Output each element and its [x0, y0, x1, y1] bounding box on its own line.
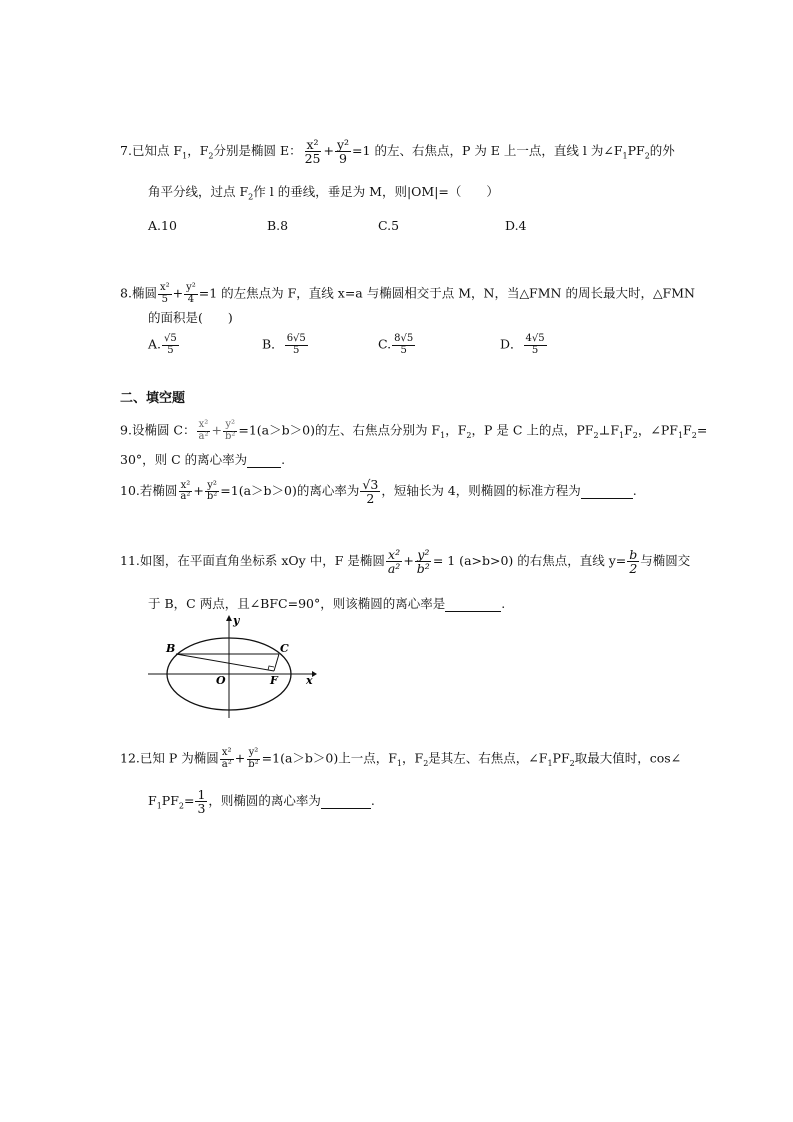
q8-line2: 的面积是( ): [148, 310, 233, 325]
q10-number: 10.: [120, 483, 140, 499]
label-b: B: [166, 642, 176, 655]
q8-number: 8.: [120, 285, 132, 301]
label-y: y: [233, 614, 240, 627]
q12-answer-blank[interactable]: [321, 795, 371, 809]
q7-line2: 角平分线，过点 $F_2$作 l 的垂线，垂足为 M，则|OM|=（ ）: [148, 184, 499, 202]
q11-fraction-y: $\frac{\text{y²}}{\text{b²}}$: [416, 547, 430, 577]
q12-fraction-y: $\frac{\text{y²}}{\text{b²}}$: [248, 747, 259, 770]
q8-option-b-fraction: $\frac{6√5}{5}$: [286, 333, 306, 356]
q8-fraction-y: $\frac{\text{y²}}{4}$: [186, 282, 196, 305]
q11-fraction-x: $\frac{\text{x²}}{\text{a²}}$: [387, 547, 401, 577]
q11-answer-blank[interactable]: [445, 598, 501, 612]
q8-option-d[interactable]: D． $\frac{4√5}{5}$: [500, 333, 545, 356]
right-angle-mark: [268, 666, 274, 670]
x-axis-arrow: [312, 671, 317, 677]
q11-line2: 于 B，C 两点，且∠BFC=90°，则该椭圆的离心率是 .: [148, 596, 506, 611]
label-f: F: [270, 674, 278, 687]
q7-line1: 7.已知点 $F_1$，$F_2$分别是椭圆 E： $\frac{\text{x²}}{25}$ + $\frac{\text{y²}}{9}$ =1 的左、右焦点，P 为 E 上一点，直线 l 为$\angle F_1PF_2$的外: [120, 137, 675, 167]
q7-number: 7.: [120, 143, 132, 159]
q9-fraction-y: $\frac{\text{y²}}{\text{b²}}$: [224, 419, 236, 442]
q8-option-a[interactable]: A. $\frac{√5}{5}$: [148, 333, 177, 356]
q8-option-c-fraction: $\frac{8√5}{5}$: [394, 333, 414, 356]
q12-line1: 12.已知 P 为椭圆 $\frac{\text{x²}}{\text{a²}}$ + $\frac{\text{y²}}{\text{b²}}$ =1(a＞b＞0)上一点，$F_1$，$F_2$是其左、右焦点，$\angle F_1PF_2$取最大值时，cos∠: [120, 747, 682, 770]
q7-option-b[interactable]: B.8: [267, 218, 289, 233]
label-o: O: [216, 674, 226, 687]
q7-option-d[interactable]: D.4: [505, 218, 527, 233]
q9-answer-blank[interactable]: [247, 454, 281, 468]
q9-line2: 30°，则 C 的离心率为 .: [120, 452, 286, 467]
q10-line1: 10.若椭圆 $\frac{\text{x²}}{\text{a²}}$ + $\frac{\text{y²}}{\text{b²}}$ =1(a＞b＞0)的离心率为 $\frac{√3}{2}$ ，短轴长为 4，则椭圆的标准方程为 .: [120, 477, 637, 507]
q12-line2: $F_1PF_2=$ $\frac{1}{3}$ ，则椭圆的离心率为 .: [148, 787, 375, 817]
q12-number: 12.: [120, 750, 140, 766]
q12-fraction-x: $\frac{\text{x²}}{\text{a²}}$: [221, 747, 232, 770]
q8-option-b[interactable]: B． $\frac{6√5}{5}$: [262, 333, 306, 356]
ellipse-figure: [148, 614, 318, 720]
q11-fraction-b2: $\frac{b}{2}$: [629, 547, 638, 577]
q8-line1: 8.椭圆 $\frac{\text{x²}}{5}$ + $\frac{\text{y²}}{4}$ =1 的左焦点为 F，直线 x=a 与椭圆相交于点 M，N，当△FMN 的周长最大时，△FMN: [120, 282, 695, 305]
q11-number: 11.: [120, 553, 140, 569]
q8-option-c[interactable]: C. $\frac{8√5}{5}$: [378, 333, 414, 356]
q12-fraction-cos: $\frac{1}{3}$: [197, 787, 206, 817]
q7-fraction-x: $\frac{\text{x²}}{25}$: [304, 137, 321, 167]
q8-option-a-fraction: $\frac{√5}{5}$: [164, 333, 177, 356]
q10-fraction-y: $\frac{\text{y²}}{\text{b²}}$: [206, 479, 218, 503]
q8-fraction-x: $\frac{\text{x²}}{5}$: [159, 282, 170, 305]
q7-fraction-y: $\frac{\text{y²}}{9}$: [336, 137, 350, 167]
q9-number: 9.: [120, 422, 132, 438]
label-c: C: [280, 642, 289, 655]
q9-fraction-x: $\frac{\text{x²}}{\text{a²}}$: [198, 419, 209, 442]
q9-line1: 9.设椭圆 C： $\frac{\text{x²}}{\text{a²}}$ + $\frac{\text{y²}}{\text{b²}}$ =1(a＞b＞0)的左、右焦点分别为 $F_1$，$F_2$，P 是 C 上的点，$PF_2\perp F_1F_2$，$\angle PF_1F_2=$: [120, 419, 708, 442]
q10-fraction-x: $\frac{\text{x²}}{\text{a²}}$: [180, 479, 191, 503]
segment-bf: [176, 654, 274, 671]
q8-option-d-fraction: $\frac{4√5}{5}$: [525, 333, 545, 356]
q7-option-c[interactable]: C.5: [378, 218, 400, 233]
q7-option-a[interactable]: A.10: [148, 218, 177, 233]
section-heading: 二、填空题: [120, 391, 186, 406]
q10-fraction-eccentricity: $\frac{√3}{2}$: [362, 477, 379, 507]
q10-answer-blank[interactable]: [581, 485, 633, 499]
label-x: x: [306, 674, 313, 687]
q11-line1: 11.如图，在平面直角坐标系 xOy 中，F 是椭圆 $\frac{\text{x²}}{\text{a²}}$ + $\frac{\text{y²}}{\text{b²}}$ = 1 (a>b>0) 的右焦点，直线 y= $\frac{b}{2}$ 与椭圆交: [120, 547, 691, 577]
y-axis-arrow: [226, 615, 232, 621]
segment-cf: [274, 654, 279, 671]
